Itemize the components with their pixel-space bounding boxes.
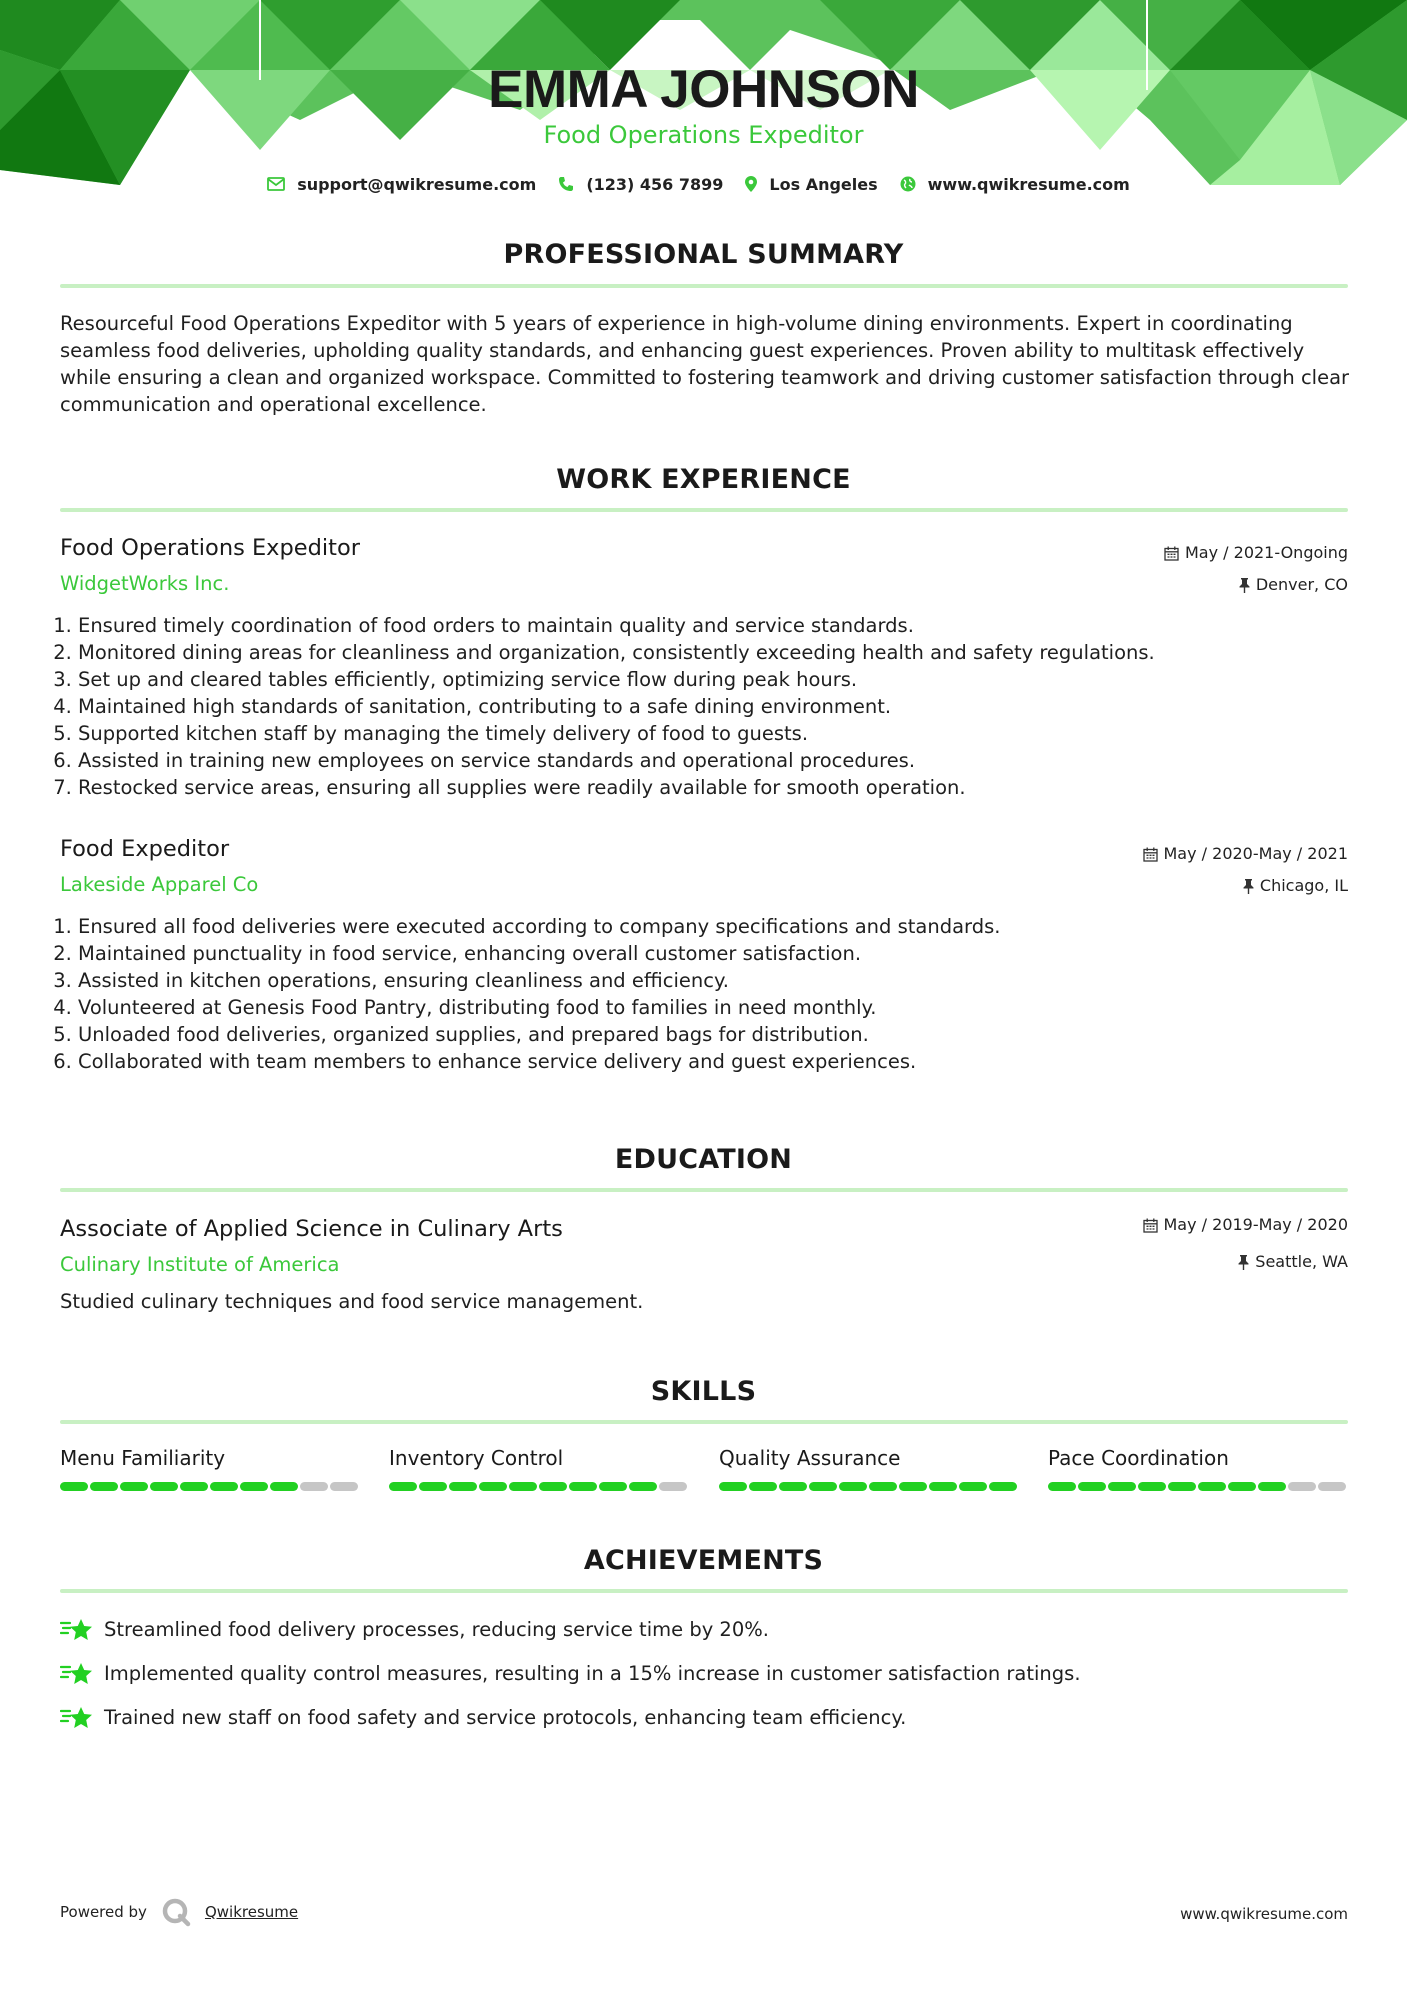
list-item: 5. Supported kitchen staff by managing the timely delivery of food to guests. [78, 720, 1338, 747]
job-date-text: May / 2021-Ongoing [1185, 543, 1348, 562]
skill-rating-segment [150, 1482, 178, 1491]
list-item: 3. Assisted in kitchen operations, ensuring cleanliness and efficiency. [78, 967, 1338, 994]
contact-location-text: Los Angeles [769, 174, 878, 194]
list-item: 6. Assisted in training new employees on service standards and operational procedures. [78, 747, 1338, 774]
list-item: 4. Volunteered at Genesis Food Pantry, distributing food to families in need monthly. [78, 994, 1338, 1021]
skill-rating-segment [60, 1482, 88, 1491]
education-date-text: May / 2019-May / 2020 [1163, 1215, 1348, 1234]
star-icon [60, 1617, 94, 1643]
section-title-summary: PROFESSIONAL SUMMARY [503, 239, 904, 270]
skill-rating-segment [449, 1482, 477, 1491]
section-title-skills: SKILLS [650, 1376, 757, 1407]
skill-item [1048, 1444, 1348, 1491]
job-date [1164, 542, 1348, 564]
calendar-icon [1164, 546, 1179, 561]
skill-rating-segment [1258, 1482, 1286, 1491]
star-icon [60, 1661, 94, 1687]
list-item: 1. Ensured timely coordination of food orders to maintain quality and service standards. [78, 612, 1338, 639]
skill-rating-segment [719, 1482, 747, 1491]
list-item: 5. Unloaded food deliveries, organized supplies, and prepared bags for distribution. [78, 1021, 1338, 1048]
skill-name: Inventory Control [389, 1446, 564, 1470]
list-item: 2. Maintained punctuality in food service, enhancing overall customer satisfaction. [78, 940, 1338, 967]
calendar-icon [1143, 847, 1158, 862]
pushpin-icon [1239, 578, 1250, 593]
skill-rating-segment [1138, 1482, 1166, 1491]
contact-email[interactable] [267, 175, 536, 194]
skill-rating-segment [1288, 1482, 1316, 1491]
achievement-item [60, 1660, 1081, 1687]
job-duties-list [52, 612, 1338, 801]
skill-rating-segment [1078, 1482, 1106, 1491]
education-location [1238, 1251, 1348, 1273]
map-marker-icon [745, 176, 757, 192]
skill-rating-segment [240, 1482, 268, 1491]
skill-rating [60, 1482, 360, 1491]
achievement-text: Trained new staff on food safety and service protocols, enhancing team efficiency. [104, 1706, 907, 1729]
skill-rating [389, 1482, 689, 1491]
achievement-text: Streamlined food delivery processes, reducing service time by 20%. [104, 1618, 769, 1641]
skill-name: Quality Assurance [719, 1446, 901, 1470]
skill-rating-segment [210, 1482, 238, 1491]
education-school: Culinary Institute of America [60, 1253, 340, 1276]
skill-rating-segment [90, 1482, 118, 1491]
achievement-item [60, 1616, 769, 1643]
skill-rating-segment [959, 1482, 987, 1491]
job-title: Food Expeditor [60, 836, 230, 862]
skill-rating-segment [1198, 1482, 1226, 1491]
contact-email-text: support@qwikresume.com [297, 174, 537, 194]
skill-rating [1048, 1482, 1348, 1491]
education-degree: Associate of Applied Science in Culinary Arts [60, 1216, 563, 1242]
contact-website-text: www.qwikresume.com [927, 174, 1130, 194]
section-divider [60, 508, 1348, 512]
skill-rating-segment [839, 1482, 867, 1491]
skill-rating-segment [180, 1482, 208, 1491]
skill-rating-segment [749, 1482, 777, 1491]
candidate-name: EMMA JOHNSON [488, 60, 919, 119]
skill-rating-segment [989, 1482, 1017, 1491]
skill-rating-segment [1108, 1482, 1136, 1491]
phone-icon [558, 176, 574, 192]
list-item: 7. Restocked service areas, ensuring all supplies were readily available for smooth operation. [78, 774, 1338, 801]
list-item: 1. Ensured all food deliveries were executed according to company specifications and standards. [78, 913, 1338, 940]
skill-rating-segment [1318, 1482, 1346, 1491]
contact-phone-text: (123) 456 7899 [586, 174, 724, 194]
section-divider [60, 1589, 1348, 1593]
skill-item [60, 1444, 360, 1491]
list-item: 4. Maintained high standards of sanitation, contributing to a safe dining environment. [78, 693, 1338, 720]
skill-rating-segment [659, 1482, 687, 1491]
skill-rating-segment [599, 1482, 627, 1491]
job-location [1239, 574, 1348, 596]
achievement-item [60, 1704, 906, 1731]
skill-rating-segment [629, 1482, 657, 1491]
skill-rating-segment [869, 1482, 897, 1491]
job-location-text: Denver, CO [1255, 575, 1348, 594]
candidate-title: Food Operations Expeditor [543, 121, 864, 149]
job-company: WidgetWorks Inc. [60, 572, 230, 595]
star-icon [60, 1705, 94, 1731]
globe-icon [900, 176, 916, 192]
contact-location [745, 175, 877, 194]
section-divider [60, 284, 1348, 288]
skill-rating-segment [929, 1482, 957, 1491]
education-location-text: Seattle, WA [1255, 1252, 1348, 1271]
skill-rating-segment [779, 1482, 807, 1491]
skill-rating-segment [300, 1482, 328, 1491]
skill-rating-segment [330, 1482, 358, 1491]
qwikresume-link[interactable]: Qwikresume [204, 1903, 299, 1921]
contact-website[interactable] [900, 175, 1130, 194]
achievement-text: Implemented quality control measures, resulting in a 15% increase in customer satisfaction ratings. [104, 1662, 1081, 1685]
education-date [1143, 1214, 1349, 1236]
contact-bar [0, 172, 1407, 196]
contact-phone[interactable] [558, 175, 723, 194]
pushpin-icon [1238, 1255, 1249, 1270]
section-divider [60, 1420, 1348, 1424]
skill-rating-segment [509, 1482, 537, 1491]
job-duties-list [52, 913, 1338, 1075]
job-location-text: Chicago, IL [1259, 876, 1348, 895]
section-title-achievements: ACHIEVEMENTS [583, 1545, 824, 1576]
section-divider [60, 1188, 1348, 1192]
skill-rating-segment [899, 1482, 927, 1491]
skill-rating-segment [1228, 1482, 1256, 1491]
skill-rating-segment [270, 1482, 298, 1491]
skill-item [719, 1444, 1019, 1491]
list-item: 3. Set up and cleared tables efficiently, optimizing service flow during peak hours. [78, 666, 1338, 693]
footer-powered-by [60, 1897, 298, 1927]
calendar-icon [1143, 1218, 1158, 1233]
job-date-text: May / 2020-May / 2021 [1163, 844, 1348, 863]
skill-rating-segment [569, 1482, 597, 1491]
envelope-icon [267, 177, 285, 191]
footer-website[interactable]: www.qwikresume.com [1180, 1905, 1348, 1923]
powered-by-label: Powered by [60, 1903, 147, 1921]
job-date [1143, 843, 1349, 865]
section-title-work: WORK EXPERIENCE [556, 464, 851, 495]
education-description: Studied culinary techniques and food service management. [60, 1290, 644, 1313]
section-title-education: EDUCATION [614, 1144, 793, 1175]
skill-rating [719, 1482, 1019, 1491]
skill-name: Pace Coordination [1048, 1446, 1229, 1470]
skill-item [389, 1444, 689, 1491]
list-item: 6. Collaborated with team members to enhance service delivery and guest experiences. [78, 1048, 1338, 1075]
summary-text: Resourceful Food Operations Expeditor with 5 years of experience in high-volume dining environments. Expert in coordinating seamless food deliveries, upholding quality standards, and enhancing guest experiences. Proven ability to multitask effectively while ensuring a clean and organized workspace. Committed to fostering teamwork and driving customer satisfaction through clear communication and operational excellence. [60, 312, 1350, 416]
pushpin-icon [1243, 879, 1254, 894]
skill-rating-segment [389, 1482, 417, 1491]
skill-rating-segment [120, 1482, 148, 1491]
skill-rating-segment [419, 1482, 447, 1491]
job-company: Lakeside Apparel Co [60, 873, 259, 896]
skill-rating-segment [1168, 1482, 1196, 1491]
skill-rating-segment [1048, 1482, 1076, 1491]
qwikresume-logo-icon [161, 1897, 191, 1927]
job-title: Food Operations Expeditor [60, 535, 360, 561]
skill-rating-segment [809, 1482, 837, 1491]
list-item: 2. Monitored dining areas for cleanliness and organization, consistently exceeding health and safety regulations. [78, 639, 1338, 666]
skill-rating-segment [479, 1482, 507, 1491]
skill-rating-segment [539, 1482, 567, 1491]
skill-name: Menu Familiarity [60, 1446, 226, 1470]
job-location [1243, 875, 1348, 897]
